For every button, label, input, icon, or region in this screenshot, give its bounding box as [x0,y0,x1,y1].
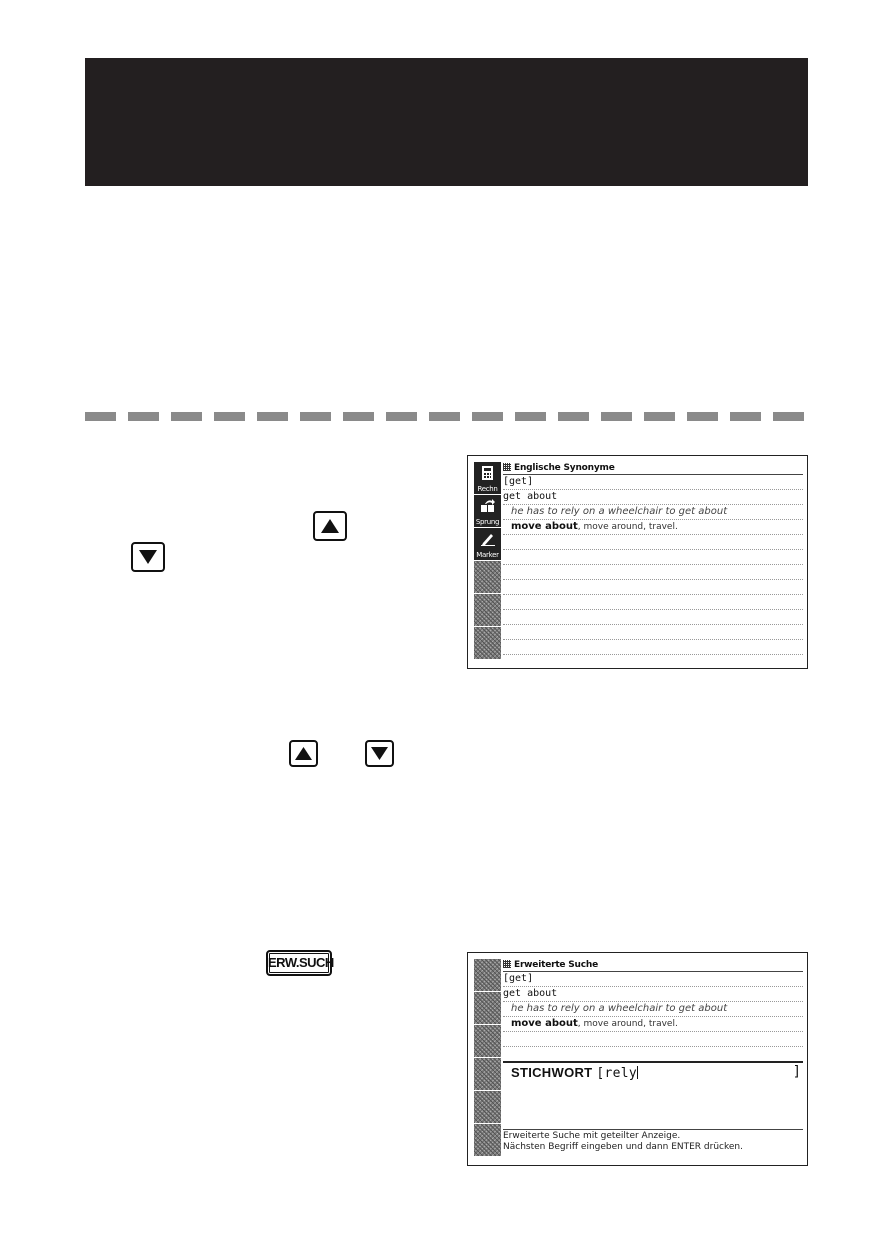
keyword-input-area[interactable] [503,1061,803,1103]
side-pattern [474,1058,501,1090]
synonym-line: move about, move around, travel. [503,520,803,535]
empty-line [503,565,803,580]
lcd-screen-synonyms [467,455,808,669]
text-cursor [637,1066,638,1079]
marker-icon [480,532,496,546]
up-arrow-key[interactable] [289,740,318,767]
side-pattern [474,959,501,991]
empty-line [503,640,803,655]
grid-icon [503,463,511,471]
example-sentence: he has to rely on a wheelchair to get about [503,505,803,520]
synonym-line: move about, move around, travel. [503,1017,803,1032]
jump-icon [480,499,496,513]
down-arrow-icon [367,742,392,765]
down-arrow-icon [133,544,163,570]
dashed-divider [85,412,808,421]
up-arrow-icon [291,742,316,765]
calculator-icon [480,466,494,480]
erw-such-key[interactable]: ERW.SUCH [266,950,332,976]
up-arrow-key[interactable] [313,511,347,541]
side-pattern [474,1091,501,1123]
empty-line [503,625,803,640]
side-panel [474,959,501,1157]
side-pattern [474,992,501,1024]
side-pattern [474,561,501,593]
header-bar [85,58,808,186]
keyword-field[interactable] [511,1064,803,1083]
empty-line [503,1047,803,1061]
screen-title: Englische Synonyme [503,462,803,475]
side-button-sprung[interactable] [474,495,501,527]
keyword-open-bracket: [ [596,1066,605,1081]
side-button-rechn[interactable] [474,462,501,494]
headword: [get] [503,475,803,490]
message-line-1: Erweiterte Suche mit geteilter Anzeige. [503,1131,681,1141]
side-button-marker[interactable] [474,528,501,560]
down-arrow-key[interactable] [365,740,394,767]
keyword-value: rely [604,1066,637,1081]
lcd-screen-extended-search [467,952,808,1166]
empty-line [503,580,803,595]
lcd-content [503,959,803,1153]
side-pattern [474,627,501,659]
empty-line [503,595,803,610]
keyword-close-bracket: ] [792,1064,801,1080]
side-button-label: Marker [476,551,499,559]
empty-line [503,1032,803,1047]
empty-line [503,550,803,565]
screen-title: Erweiterte Suche [503,959,803,972]
phrase: get about [503,490,803,505]
side-button-label: Sprung [475,518,500,526]
grid-icon [503,960,511,968]
message-line-2: Nächsten Begriff eingeben und dann ENTER drücken. [503,1142,743,1152]
side-pattern [474,1025,501,1057]
side-pattern [474,1124,501,1156]
example-sentence: he has to rely on a wheelchair to get about [503,1002,803,1017]
empty-line [503,535,803,550]
keyword-label: STICHWORT [511,1065,593,1080]
side-panel [474,462,501,660]
empty-line [503,610,803,625]
down-arrow-key[interactable] [131,542,165,572]
headword: [get] [503,972,803,987]
phrase: get about [503,987,803,1002]
status-message [503,1129,803,1153]
side-button-label: Rechn [477,485,498,493]
up-arrow-icon [315,513,345,539]
side-pattern [474,594,501,626]
lcd-content [503,462,803,655]
